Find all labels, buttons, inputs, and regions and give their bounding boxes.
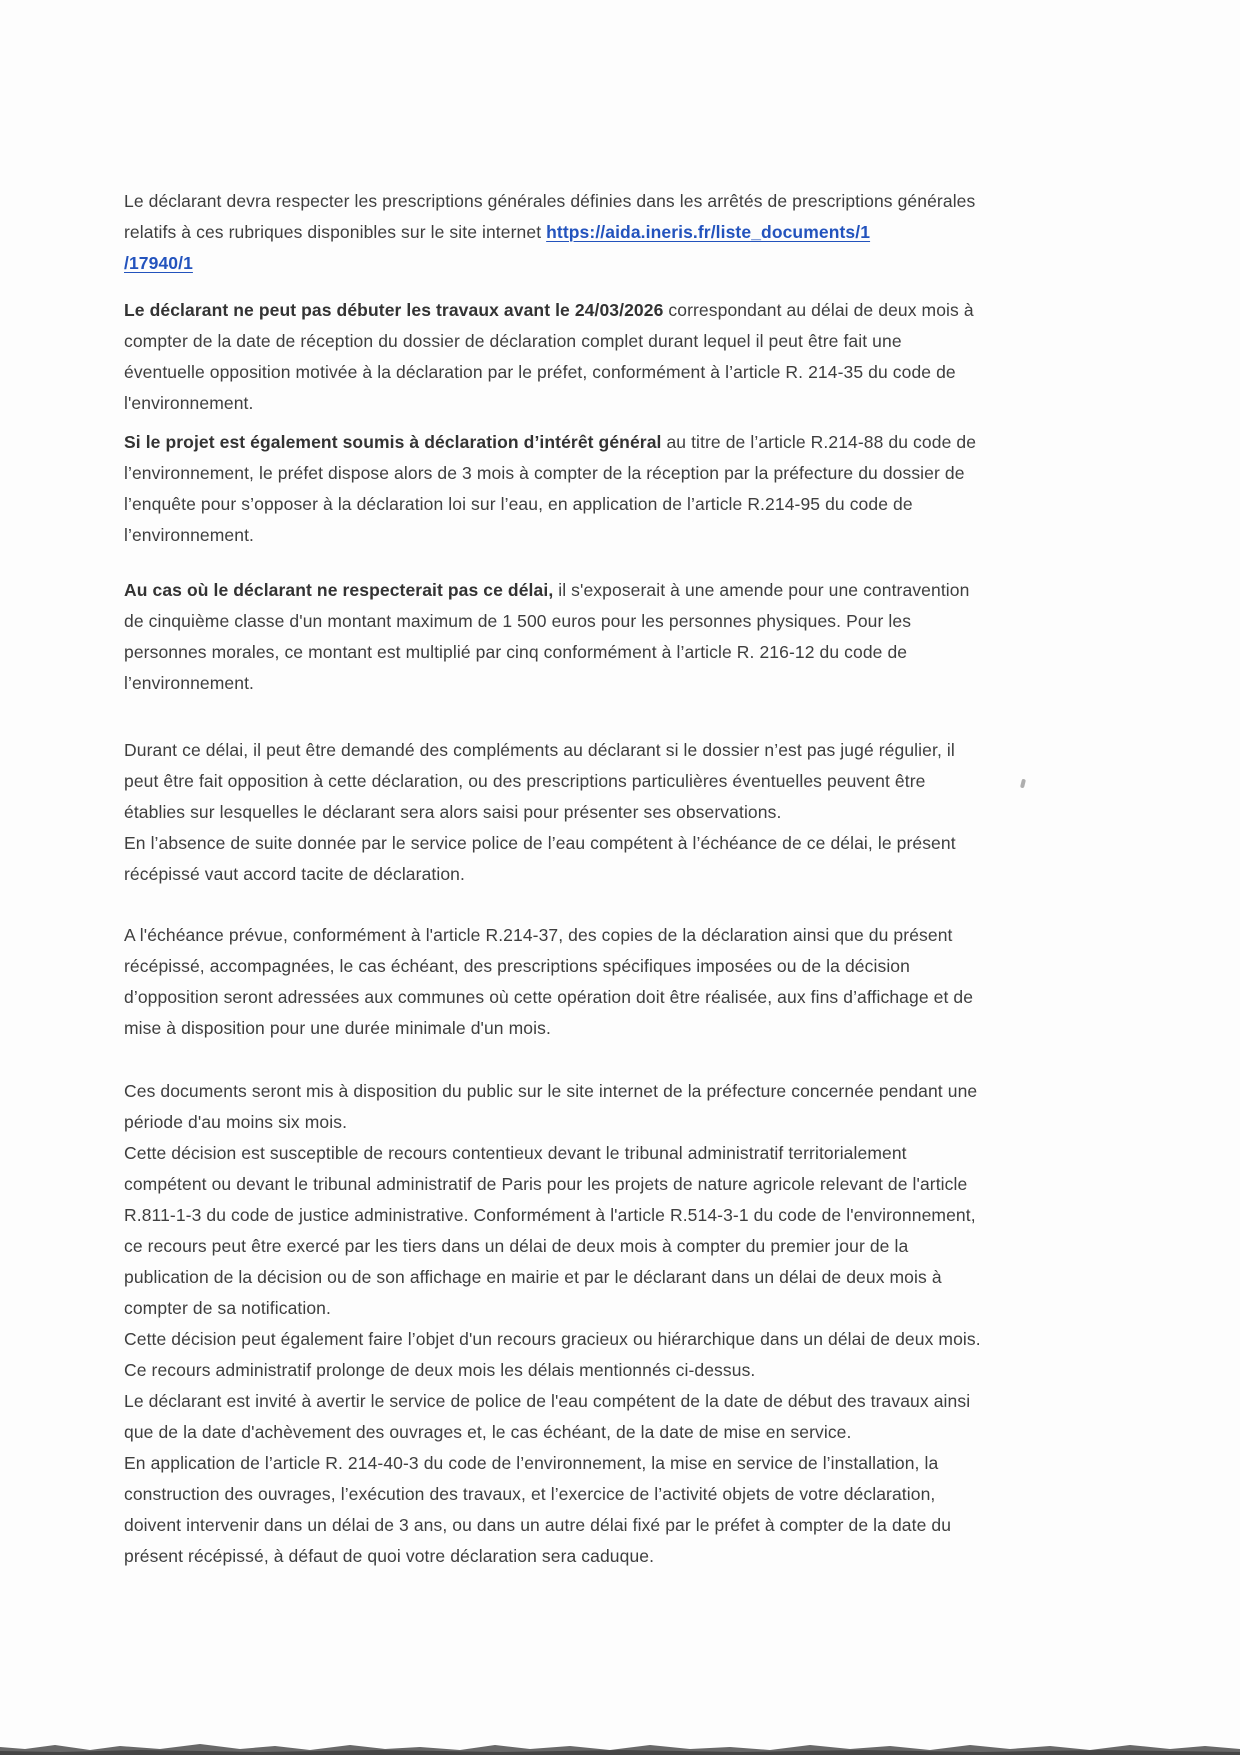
scan-edge-artifact bbox=[0, 1737, 1240, 1755]
bold-text: Si le projet est également soumis à déclaration d’intérêt général bbox=[124, 432, 662, 452]
body-text: Le déclarant devra respecter les prescriptions générales définies dans les arrêtés de prescriptions générales relatifs à ces rubriques disponibles sur le site internet bbox=[124, 191, 976, 242]
body-text: En application de l’article R. 214-40-3 du code de l’environnement, la mise en service de l’installation, la construction des ouvrages, l’exécution des travaux, et l’exercice de l’activité objets de votre déclaration, doivent intervenir dans un délai de 3 ans, ou dans un autre délai fixé par le préfet à compter de la date du présent récépissé, à défaut de quoi votre déclaration sera caduque. bbox=[124, 1453, 952, 1566]
paragraph-p6 bbox=[124, 920, 982, 1044]
body-text: Le déclarant est invité à avertir le service de police de l'eau compétent de la date de début des travaux ainsi que de la date d'achèvement des ouvrages et, le cas échéant, de la date de mise en service. bbox=[124, 1391, 971, 1442]
aida-url-link[interactable]: https://aida.ineris.fr/liste_documents/1 bbox=[546, 222, 871, 242]
body-text: Cette décision peut également faire l’objet d'un recours gracieux ou hiérarchique dans un délai de deux mois. Ce recours administratif prolonge de deux mois les délais mentionnés ci-dessus. bbox=[124, 1329, 981, 1380]
body-text: Durant ce délai, il peut être demandé des compléments au déclarant si le dossier n’est pas jugé régulier, il peut être fait opposition à cette déclaration, ou des prescriptions particulières éventuelles peuvent être établies sur lesquelles le déclarant sera alors saisi pour présenter ses observations. bbox=[124, 740, 955, 822]
bold-text: Le déclarant ne peut pas débuter les travaux avant le 24/03/2026 bbox=[124, 300, 664, 320]
aida-url-link[interactable]: /17940/1 bbox=[124, 253, 193, 273]
document-body bbox=[124, 186, 982, 1572]
paragraph-p1 bbox=[124, 186, 982, 279]
scan-artifact-speck bbox=[1020, 779, 1026, 789]
body-text: En l’absence de suite donnée par le service police de l’eau compétent à l’échéance de ce délai, le présent récépissé vaut accord tacite de déclaration. bbox=[124, 833, 956, 884]
bold-text: Au cas où le déclarant ne respecterait pas ce délai, bbox=[124, 580, 554, 600]
body-text: au titre de l’article R.214-88 du code de l’environnement, le préfet dispose alors de 3 mois à compter de la réception par la préfecture du dossier de l’enquête pour s’opposer à la déclaration loi sur l’eau, en application de l’article R.214-95 du code de l’environnement. bbox=[124, 432, 977, 545]
paragraph-p7 bbox=[124, 1076, 982, 1572]
body-text: correspondant au délai de deux mois à compter de la date de réception du dossier de déclaration complet durant lequel il peut être fait une éventuelle opposition motivée à la déclaration par le préfet, conformément à l’article R. 214-35 du code de l'environnement. bbox=[124, 300, 974, 413]
paragraph-p2 bbox=[124, 295, 982, 419]
body-text: Cette décision est susceptible de recours contentieux devant le tribunal administratif territorialement compétent ou devant le tribunal administratif de Paris pour les projets de nature agricole relevant de l'article R.811-1-3 du code de justice administrative. Conformément à l'article R.514-3-1 du code de l'environnement, ce recours peut être exercé par les tiers dans un délai de deux mois à compter du premier jour de la publication de la décision ou de son affichage en mairie et par le déclarant dans un délai de deux mois à compter de sa notification. bbox=[124, 1143, 976, 1318]
body-text: il s'exposerait à une amende pour une contravention de cinquième classe d'un montant maximum de 1 500 euros pour les personnes physiques. Pour les personnes morales, ce montant est multiplié par cinq conformément à l’article R. 216-12 du code de l’environnement. bbox=[124, 580, 970, 693]
body-text: A l'échéance prévue, conformément à l'article R.214-37, des copies de la déclaration ainsi que du présent récépissé, accompagnées, le cas échéant, des prescriptions spécifiques imposées ou de la décision d’opposition seront adressées aux communes où cette opération doit être réalisée, aux fins d’affichage et de mise à disposition pour une durée minimale d'un mois. bbox=[124, 925, 974, 1038]
body-text: Ces documents seront mis à disposition du public sur le site internet de la préfecture concernée pendant une période d'au moins six mois. bbox=[124, 1081, 978, 1132]
paragraph-p3 bbox=[124, 427, 982, 551]
paragraph-p5 bbox=[124, 735, 982, 890]
paragraph-p4 bbox=[124, 575, 982, 699]
